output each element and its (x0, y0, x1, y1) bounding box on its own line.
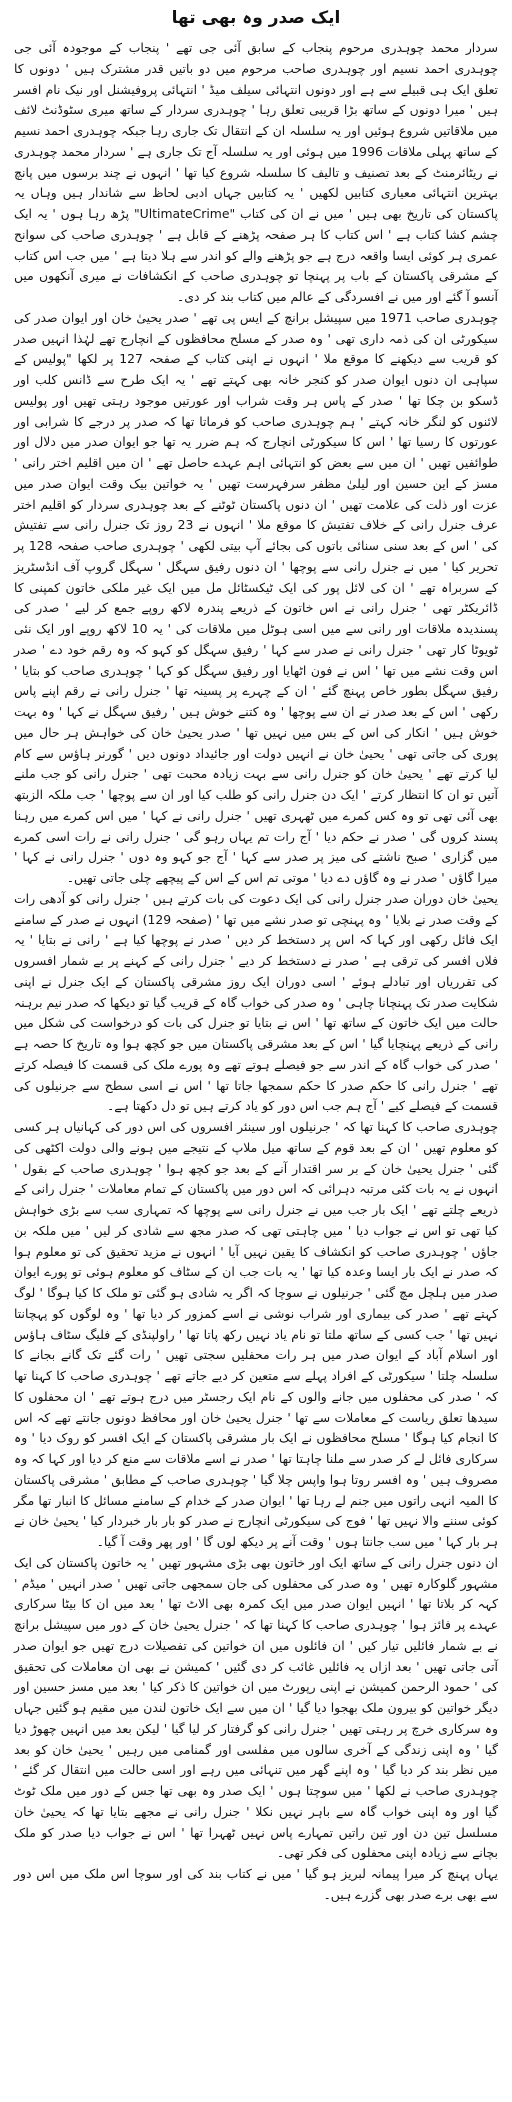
article-paragraph-6: یہاں پہنچ کر میرا پیمانہ لبریز ہو گیا ' میں نے کتاب بند کی اور سوچا اس ملک میں اس دور سے بھی برے صدر بھی گزرے ہیں۔ (14, 1866, 498, 1902)
article-paragraph-3: یحییٰ خان دوران صدر جنرل رانی کی ایک دعوت کی بات کرتے ہیں ' جنرل رانی کو آدھی رات کے وقت صدر نے بلایا ' وہ پہنچی تو صدر نشے میں تھا ' (صفحہ 129) انہوں نے صدر کے سامنے ایک فائل رکھی اور کہا کہ اس پر دستخط کر دیں ' صدر نے پوچھا کیا ہے ' رانی نے بتایا ' یہ فلاں افسر کی ترقی ہے ' صدر نے دستخط کر دیے ' جنرل رانی کے کہنے پر بے شمار افسروں کی تقرریاں اور تبادلے ہوئے ' اسی دوران ایک روز مشرقی پاکستان کے ایک جنرل نے اپنی شکایت صدر تک پہنچانا چاہی ' وہ صدر کی خواب گاہ کے قریب گیا تو دیکھا کہ صدر نیم برہنہ حالت میں ایک خاتون کے ساتھ تھا ' اس نے بتایا تو جنرل کی بات کو درخواست کی شکل میں رانی کے ذریعے پہنچایا گیا ' اس کے بعد مشرقی پاکستان میں جو کچھ ہوا وہ تاریخ کا حصہ ہے ' صدر کی خواب گاہ کے اندر سے جو فیصلے ہوتے تھے وہ پورے ملک کی قسمت کا فیصلہ کرتے تھے ' جنرل رانی کا حکم صدر کا حکم سمجھا جاتا تھا ' اس نے اسی سطح سے جرنیلوں کی قسمت کے فیصلے کیے ' آج ہم جب اس دور کو یاد کرتے ہیں تو دل دکھتا ہے۔ (14, 890, 498, 1114)
article-paragraph-5: ان دنوں جنرل رانی کے ساتھ ایک اور خاتون بھی بڑی مشہور تھیں ' یہ خاتون پاکستان کی ایک مشہور گلوکارہ تھیں ' وہ صدر کی محفلوں کی جان سمجھی جاتی تھیں ' صدر انہیں ' میڈم ' کہہ کر بلاتا تھا ' انہیں ایوان صدر میں ایک کمرہ بھی الاٹ تھا ' بعد میں ان کا بیٹا سرکاری عہدے پر فائز ہوا ' چوہدری صاحب کا کہنا تھا کہ ' جنرل یحییٰ خان کے دور میں سپیشل برانچ نے بے شمار فائلیں تیار کیں ' ان فائلوں میں ان خواتین کی تفصیلات درج تھیں جو ایوان صدر آتی جاتی تھیں ' بعد ازاں یہ فائلیں غائب کر دی گئیں ' کمیشن نے بھی ان معاملات کی تحقیق کی ' حمود الرحمن کمیشن نے اپنی رپورٹ میں ان خواتین کا ذکر کیا ' بعد میں مسز حسین اور دیگر خواتین کو بیرون ملک بھجوا دیا گیا ' ان میں سے ایک خاتون لندن میں مقیم ہو گئیں جہاں وہ سرکاری خرچ پر رہتی تھیں ' جنرل رانی کو گرفتار کر لیا گیا ' لیکن بعد میں انہیں چھوڑ دیا گیا ' وہ اپنی زندگی کے آخری سالوں میں مفلسی اور گمنامی میں رہیں ' یحییٰ خان کو بعد میں نظر بند کر دیا گیا ' وہ اپنے گھر میں تنہائی میں رہے اور اسی حالت میں انتقال کر گئے ' چوہدری صاحب نے لکھا ' میں سوچتا ہوں ' ایک صدر وہ بھی تھا جس کے دور میں ملک ٹوٹ گیا اور وہ اپنی خواب گاہ سے باہر نہیں نکلا ' جنرل رانی نے مجھے بتایا تھا کہ یحییٰ خان مسلسل تین دن اور تین راتیں تمہارے پاس نہیں ٹھہرا تھا ' اس نے جواب دیا صدر کو ملک بچانے سے زیادہ اپنی محفلوں کی فکر تھی۔ (14, 1554, 498, 1861)
article-paragraph-4: چوہدری صاحب کا کہنا تھا کہ ' جرنیلوں اور سینئر افسروں کی اس دور کی کہانیاں ہر کسی کو معلوم تھیں ' ان کے بعد قوم کے ساتھ میل ملاپ کے نتیجے میں ہونے والی دولت اکٹھی کی گئی ' جنرل یحییٰ خان کے بر سر اقتدار آنے کے بعد جو کچھ ہوا ' چوہدری صاحب کے بقول ' انہوں نے یہ بات کئی مرتبہ دہرائی کہ اس دور میں پاکستان کے تمام معاملات ' جنرل رانی کے ذریعے چلتے تھے ' ایک بار جب میں نے جنرل رانی سے پوچھا کہ تمہاری سب سے بڑی خواہش کیا تھی تو اس نے جواب دیا ' میں چاہتی تھی کہ صدر مجھ سے شادی کر لیں ' میں ملکہ بن جاؤں ' چوہدری صاحب کو انکشاف کا یقین نہیں آیا ' انہوں نے مزید تحقیق کی تو معلوم ہوا کہ صدر نے ایک بار ایسا وعدہ کیا تھا ' یہ بات جب ان کے سٹاف کو معلوم ہوئی تو پورے ایوان صدر میں ہلچل مچ گئی ' جرنیلوں نے سوچا کہ اگر یہ شادی ہو گئی تو ملک کا کیا ہوگا ' لوگ کہتے تھے ' صدر کی بیماری اور شراب نوشی نے اسے کمزور کر دیا تھا ' وہ لوگوں کو پہچانتا نہیں تھا ' جب کسی کے ساتھ ملتا تو نام یاد نہیں رکھ پاتا تھا ' راولپنڈی کے فلیگ سٹاف ہاؤس اور اسلام آباد کے ایوان صدر میں ہر رات محفلیں سجتی تھیں ' رات گئے تک گانے بجانے کا سلسلہ چلتا ' سیکورٹی کے افراد پہلے سے متعین کر دیے جاتے تھے ' چوہدری صاحب کا کہنا تھا کہ ' صدر کی محفلوں میں جانے والوں کے نام ایک رجسٹر میں درج ہوتے تھے ' ان محفلوں کا سیدھا تعلق ریاست کے معاملات سے تھا ' جنرل یحییٰ خان اور محافظ دونوں جانتے تھے کہ اس کا انجام کیا ہوگا ' مسلح محافظوں نے ایک بار مشرقی پاکستان کے ایک افسر کو روک دیا ' وہ سرکاری فائل لے کر صدر سے ملنا چاہتا تھا ' صدر نے اسے ملاقات سے منع کر دیا اور کہا کہ وہ مصروف ہیں ' وہ افسر روتا ہوا واپس چلا گیا ' چوہدری صاحب کے مطابق ' مشرقی پاکستان کا المیہ انہی راتوں میں جنم لے رہا تھا ' ایوان صدر کے خدام کے سامنے مسائل کا انبار تھا مگر کوئی سننے والا نہیں تھا ' فوج کی سیکورٹی انچارج نے صدر کو بار بار خبردار کیا ' یحییٰ خان نے ہر بار کہا ' میں سب جانتا ہوں ' وقت آنے پر دیکھ لوں گا ' اور پھر وقت آ گیا۔ (14, 1119, 498, 1549)
article-paragraph-2: چوہدری صاحب 1971 میں سپیشل برانچ کے ایس پی تھے ' صدر یحییٰ خان اور ایوان صدر کی سیکورٹی ان کی ذمہ داری تھی ' وہ صدر کے مسلح محافظوں کے انچارج تھے لہٰذا انہیں صدر کو قریب سے دیکھنے کا موقع ملا ' انہوں نے اپنی کتاب کے صفحہ 127 پر لکھا "پولیس کے سپاہی ان دنوں ایوان صدر کو کنجر خانہ بھی کہتے تھے ' یہ ایک طرح سے ڈانس کلب اور ڈسکو بن چکا تھا ' صدر کے پاس ہر وقت شراب اور عورتیں موجود رہتی تھیں اور پولیس لائنوں کو لنگر خانہ کہتے ' ہم چوہدری صاحب کو فرماتا تھا کہ صدر پر درجے کا شرابی اور عورتوں کا رسیا تھا ' اس کا سیکورٹی انچارج کہ ہم ضرر یہ تھا جو ایوان صدر میں دلال اور طوائفیں تھیں ' ان میں سے بعض کو انتہائی اہم عہدے حاصل تھے ' ان میں اقلیم اختر رانی ' مسز کے این حسین اور لیلیٰ مظفر سرفہرست تھیں ' یہ خواتین بیک وقت ایوان صدر میں عزت اور ذلت کی علامت تھیں ' ان دنوں پاکستان ٹوٹنے کے بعد چوہدری سردار کو اقلیم اختر عرف جنرل رانی کے خلاف تفتیش کا موقع ملا ' انہوں نے 23 روز تک جنرل رانی سے تفتیش کی ' اس کے بعد سنی سنائی باتوں کی بجائے آپ بیتی لکھی ' چوہدری صاحب صفحہ 128 پر تحریر کیا ' میں نے جنرل رانی سے پوچھا ' ان دنوں رفیق سہگل ' سہگل گروپ آف انڈسٹریز کے سربراہ تھے ' ان کی لائل پور کی ایک ٹیکسٹائل مل میں ایک غیر ملکی خاتون کمپنی کا ڈائریکٹر تھی ' جنرل رانی نے اس خاتون کے ذریعے پندرہ لاکھ روپے جمع کر لیے ' صدر کی پسندیدہ ملاقات اور رانی سے میں اسی ہوٹل میں ملاقات کی ' یہ 10 لاکھ روپے اور ایک نئی ٹویوٹا کار تھی ' جنرل رانی نے صدر سے کہا ' رفیق سہگل کو کہو کہ وہ رقم خود دے ' صدر اس وقت نشے میں تھا ' اس نے فون اٹھایا اور رفیق سہگل کو کہا ' چوہدری صاحب کو بتایا ' رفیق سہگل بطور خاص پہنچ گئے ' ان کے چہرے پر پسینہ تھا ' جنرل رانی نے رقم اپنے پاس رکھی ' اس کے بعد صدر نے ان سے پوچھا ' وہ کتنے خوش ہیں ' رفیق سہگل نے کہا ' وہ بہت خوش ہیں ' انکار کی اس کے بس میں نہیں تھا ' صدر یحییٰ خان کی خواہش ہر حال میں پوری کی جاتی تھی ' یحییٰ خان نے انہیں دولت اور جائیداد دونوں دیں ' گورنر ہاؤس سے کام لیا کرتے تھے ' یحییٰ خان کو جنرل رانی سے بہت زیادہ محبت تھی ' جنرل رانی کو جب ملنے آتیں تو ان کا انتظار کرتے ' ایک دن جنرل رانی کو طلب کیا اور ان سے پوچھا ' جب ملکہ الزبتھ بھی آئی تھی تو وہ کس کمرے میں ٹھہری تھیں ' جنرل رانی نے کہا ' میں اس کمرے میں رہنا پسند کروں گی ' صدر نے حکم دیا ' آج رات تم یہاں رہو گی ' جنرل رانی نے رات اسی کمرے میں گزاری ' صبح ناشتے کی میز پر صدر سے کہا ' آج جو کہو وہ دوں ' جنرل رانی نے کہا ' میرا گاؤں ' صدر نے وہ گاؤں دے دیا ' موتی تم اس کے اس کے پیچھے چلی جاتی تھیں۔ (14, 309, 498, 885)
article-title: ایک صدر وہ بھی تھا (171, 8, 341, 28)
article-body (14, 38, 498, 1906)
article-paragraph-1: سردار محمد چوہدری مرحوم پنجاب کے سابق آئی جی تھے ' پنجاب کے موجودہ آئی جی چوہدری احمد نسیم اور چوہدری صاحب مرحوم میں دو باتیں قدر مشترک ہیں ' دونوں کا تعلق ایک ہی قبیلے سے ہے اور دونوں انتہائی سیلف میڈ ' انتہائی پروفیشنل اور نیک نام افسر ہیں ' میرا دونوں کے ساتھ بڑا قریبی تعلق رہا ' چوہدری سردار کے ساتھ میری سٹوڈنٹ لائف میں ملاقاتیں شروع ہوئیں اور یہ سلسلہ ان کے انتقال تک جاری رہا جبکہ چوہدری احمد نسیم کے ساتھ پہلی ملاقات 1996 میں ہوئی اور یہ سلسلہ آج تک جاری ہے ' سردار محمد چوہدری نے ریٹائرمنٹ کے بعد تصنیف و تالیف کا سلسلہ شروع کیا تھا ' انہوں نے چند برسوں میں پانچ بہترین انتہائی معیاری کتابیں لکھیں ' یہ کتابیں جہاں ادبی لحاظ سے شاندار ہیں وہاں یہ پاکستان کی تاریخ بھی ہیں ' میں نے ان کی کتاب "UltimateCrime" پڑھ رہا ہوں ' یہ ایک چشم کشا کتاب ہے ' اس کتاب کا ہر صفحہ پڑھنے کے قابل ہے ' چوہدری صاحب کی سوانح عمری ہر کوئی ایسا واقعہ درج ہے جو پڑھنے والے کو اندر سے ہلا دیتا ہے ' میں جب اس کتاب کے مشرقی پاکستان کے باب پر پہنچا تو چوہدری صاحب کے انکشافات نے میری آنکھوں میں آنسو آ گئے اور میں نے افسردگی کے عالم میں کتاب بند کر دی۔ (14, 40, 498, 304)
